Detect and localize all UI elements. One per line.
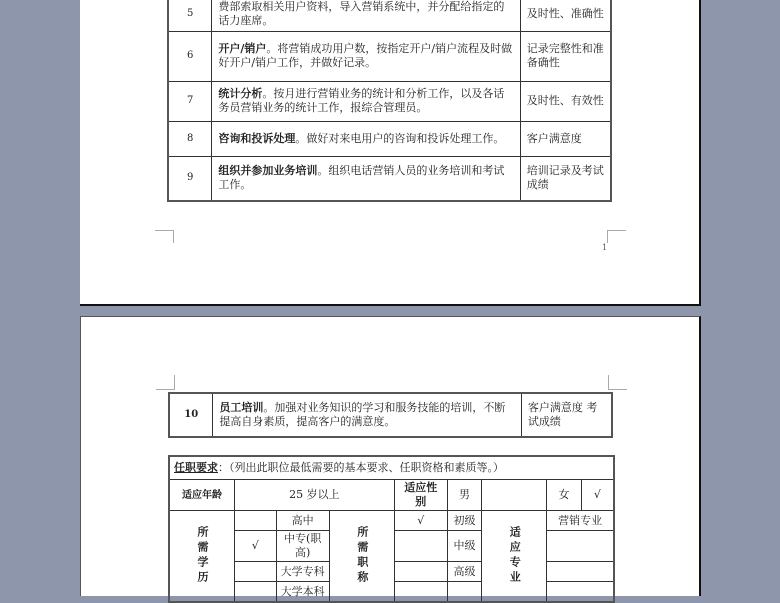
age-label: 适应年龄 (169, 480, 235, 511)
duty-text: 。组织电话营销人员的业务培训和考试工作。 (218, 164, 505, 192)
duty-number: 6 (168, 31, 212, 81)
duty-text: 。将营销成功用户数，按指定开户/销户流程及时做好开户/销户工作，并做好记录。 (218, 42, 513, 69)
duties-table-page2 (168, 392, 613, 438)
duty-metric: 及时性、有效性 (520, 81, 611, 121)
title-option: 中级 (447, 531, 482, 562)
crop-mark (607, 230, 626, 243)
title-checkbox[interactable] (394, 562, 447, 582)
education-checkbox[interactable] (235, 562, 277, 582)
table-row (168, 31, 611, 81)
duty-number: 5 (168, 0, 212, 31)
female-label: 女 (547, 480, 582, 511)
male-checkbox[interactable] (482, 480, 547, 511)
female-checkbox[interactable]: √ (581, 480, 614, 511)
duty-text: 。做好对来电用户的咨询和投诉处理工作。 (295, 131, 505, 145)
requirements-table (168, 455, 615, 603)
duty-metric: 培训记录及考试成绩 (520, 156, 611, 201)
duty-title: 组织并参加业务培训 (218, 164, 318, 178)
major-label: 适应专业 (482, 511, 547, 603)
title-label: 所需职称 (329, 511, 394, 603)
duty-description (212, 31, 520, 81)
title-checkbox[interactable] (394, 531, 447, 562)
education-checkbox[interactable]: √ (235, 531, 277, 562)
major-value: 营销专业 (547, 511, 614, 531)
duty-number: 7 (168, 81, 212, 121)
duty-text: 。按月进行营销业务的统计和分析工作，以及各话务员营销业务的统计工作，报综合管理员。 (218, 87, 505, 114)
requirements-heading-row (169, 456, 614, 480)
table-row (169, 393, 612, 437)
education-label: 所需学历 (169, 511, 235, 603)
duty-description (212, 156, 520, 201)
requirements-heading (169, 456, 614, 480)
duties-table-page1 (167, 0, 612, 202)
duty-description (212, 81, 520, 121)
duty-metric: 及时性、准确性 (520, 0, 611, 31)
document-page-2 (80, 316, 701, 596)
education-option: 中专(职高) (276, 531, 329, 562)
page-number: 1 (602, 243, 608, 252)
duty-number: 9 (168, 156, 212, 201)
title-option: 高级 (447, 562, 482, 582)
education-option: 大学本科 (276, 582, 329, 603)
major-value (547, 562, 614, 582)
duty-number: 8 (168, 121, 212, 156)
title-option: 初级 (447, 511, 482, 531)
title-checkbox[interactable]: √ (394, 511, 447, 531)
duty-metric: 客户满意度 (520, 121, 611, 156)
duty-description (213, 393, 521, 437)
duty-title: 统计分析 (218, 87, 263, 100)
duty-metric: 客户满意度 考试成绩 (521, 393, 612, 437)
education-option: 高中 (276, 511, 329, 531)
duty-description (212, 121, 520, 156)
education-option: 大学专科 (276, 562, 329, 582)
education-checkbox[interactable] (235, 511, 277, 531)
crop-mark (156, 375, 175, 390)
duty-text: 。加强对业务知识的学习和服务技能的培训，不断提高自身素质，提高客户的满意度。 (219, 401, 506, 428)
age-value: 25 岁以上 (235, 480, 395, 511)
crop-mark (155, 230, 174, 243)
duty-description (212, 0, 520, 31)
qualification-row (169, 511, 614, 531)
document-page-1 (80, 0, 701, 306)
requirements-note: ：（列出此职位最低需要的基本要求、任职资格和素质等。） (218, 461, 504, 474)
male-label: 男 (447, 480, 482, 511)
crop-mark (608, 375, 627, 390)
duty-title: 咨询和投诉处理 (218, 131, 296, 145)
table-row (168, 0, 611, 31)
table-row (168, 81, 611, 121)
major-value (547, 531, 614, 562)
duty-text: 费部索取相关用户资料，导入营销系统中，并分配给指定的话力座席。 (218, 0, 505, 28)
table-row (168, 121, 611, 156)
duty-title: 开户/销户 (218, 42, 267, 55)
gender-label: 适应性别 (394, 480, 447, 511)
table-row (168, 156, 611, 201)
duty-metric: 记录完整性和准备确性 (520, 31, 611, 81)
duty-number: 10 (169, 393, 213, 437)
age-gender-row (169, 480, 614, 511)
requirements-title: 任职要求 (174, 461, 218, 474)
duty-title: 员工培训 (219, 401, 264, 414)
